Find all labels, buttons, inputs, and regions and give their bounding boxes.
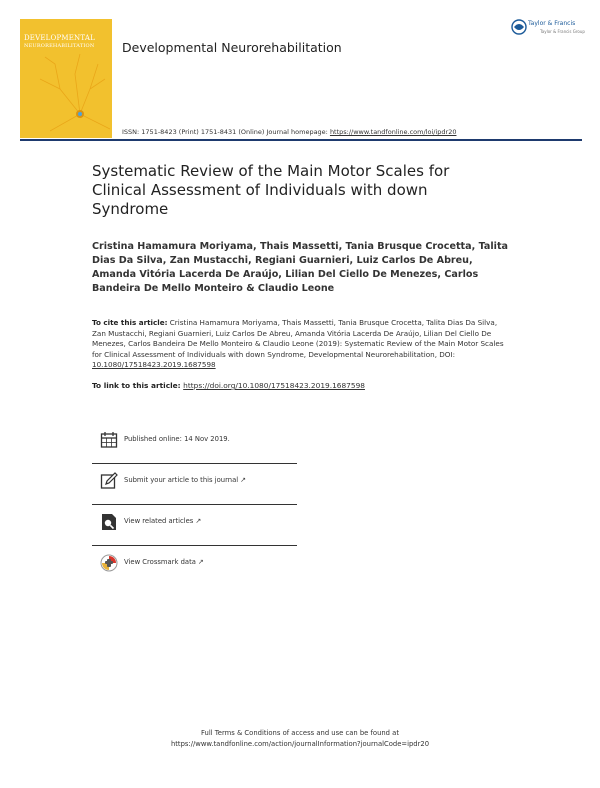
cover-title [24, 34, 108, 50]
header-divider [20, 139, 582, 141]
issn-text: ISSN: 1751-8423 (Print) 1751-8431 (Online) Journal homepage: [122, 128, 330, 136]
publisher-name: Taylor & Francis [528, 20, 576, 27]
journal-homepage-link[interactable]: https://www.tandfonline.com/loi/ipdr20 [329, 128, 457, 136]
article-authors: Cristina Hamamura Moriyama, Thais Massetti, Tania Brusque Crocetta, Talita Dias Da Silva, Zan Mustacchi, Regiani Guarnieri, Luiz Carlos De Abreu, Amanda Vitória Lacerda De Araújo, Lilian Del Ciello De Menezes, Carlos Bandeira De Mello Monteiro & Claudio Leone [92, 241, 509, 294]
article-title: Systematic Review of the Main Motor Scales for Clinical Assessment of Individuals with down Syndrome [92, 162, 450, 218]
article-link-line [92, 381, 512, 390]
journal-title[interactable]: Developmental Neurorehabilitation [122, 40, 342, 55]
footer-terms-text: Full Terms & Conditions of access and use can be found at [201, 729, 399, 737]
external-link-icon: ↗ [195, 517, 202, 525]
published-online-label: Published online: 14 Nov 2019. [124, 435, 230, 443]
row-divider [92, 545, 297, 546]
issn-line [122, 128, 456, 136]
external-link-icon: ↗ [197, 558, 204, 566]
footer-terms-url[interactable]: https://www.tandfonline.com/action/journalInformation?journalCode=ipdr20 [170, 740, 430, 748]
article-doi-url-link[interactable]: https://doi.org/10.1080/17518423.2019.1687598 [183, 381, 365, 390]
calendar-icon [100, 431, 118, 449]
crossmark-icon [100, 554, 118, 572]
citation-label: To cite this article: [92, 318, 168, 327]
submit-article-label[interactable]: Submit your article to this journal ↗ [124, 476, 247, 484]
article-link-label: To link to this article: [92, 381, 184, 390]
search-document-icon [100, 513, 118, 531]
row-divider [92, 463, 297, 464]
cover-title-line1: DEVELOPMENTAL [24, 34, 95, 42]
crossmark-row[interactable] [92, 554, 297, 592]
row-divider [92, 504, 297, 505]
citation-block [92, 318, 512, 371]
cover-title-line2: NEUROREHABILITATION [24, 43, 95, 49]
publisher-group: Taylor & Francis Group [540, 29, 585, 34]
footer [0, 728, 600, 750]
citation-doi-link[interactable]: 10.1080/17518423.2019.1687598 [92, 360, 216, 369]
crossmark-label[interactable]: View Crossmark data ↗ [124, 558, 204, 566]
journal-cover [20, 19, 112, 138]
edit-icon [100, 472, 118, 490]
related-articles-label[interactable]: View related articles ↗ [124, 517, 202, 525]
citation-text: Cristina Hamamura Moriyama, Thais Massetti, Tania Brusque Crocetta, Talita Dias Da Silva, Zan Mustacchi, Regiani Guarnieri, Luiz Carlos De Abreu, Amanda Vitória Lacerda De Araújo, Lilian Del Ciello De Menezes, Carlos Bandeira De Mello Monteiro & Claudio Leone (2019): Systematic Review of the Main Motor Scales for Clinical Assessment of Individuals with down Syndrome, Developmental Neurorehabilitation, DOI: [92, 318, 504, 359]
external-link-icon: ↗ [240, 476, 247, 484]
